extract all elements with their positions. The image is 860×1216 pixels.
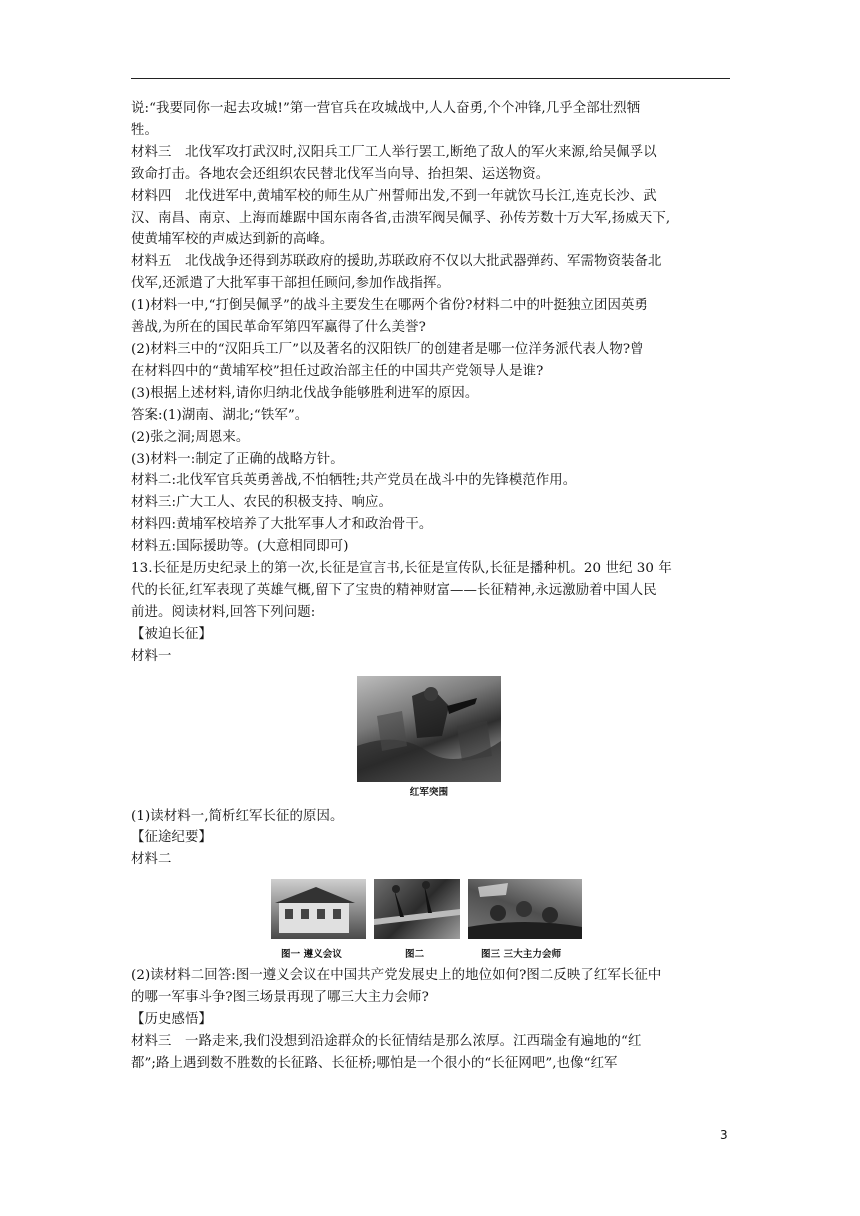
figure-caption: 图一 遵义会议 bbox=[281, 949, 343, 961]
header-rule bbox=[131, 78, 730, 79]
question-line: (3)根据上述材料,请你归纳北伐战争能够胜利进军的原因。 bbox=[131, 385, 479, 401]
question-line: (2)材料三中的“汉阳兵工厂”以及著名的汉阳铁厂的创建者是哪一位洋务派代表人物?曾 bbox=[131, 341, 644, 357]
figure-group-long-march bbox=[271, 879, 581, 961]
text-line: 代的长征,红军表现了英雄气概,留下了宝贵的精神财富——长征精神,永远激励着中国人民 bbox=[131, 582, 657, 598]
text-line: 前进。阅读材料,回答下列问题: bbox=[131, 604, 316, 620]
figure-caption: 图三 三大主力会师 bbox=[481, 949, 562, 961]
page-number: 3 bbox=[720, 1128, 728, 1142]
figure-caption: 红军突围 bbox=[409, 786, 449, 798]
material-label: 材料一 bbox=[131, 648, 172, 664]
text-line: 使黄埔军校的声威达到新的高峰。 bbox=[131, 232, 334, 248]
red-army-breakout-image bbox=[357, 676, 501, 782]
text-line: 材料四 北伐进军中,黄埔军校的师生从广州誓师出发,不到一年就饮马长江,连克长沙、武 bbox=[131, 188, 657, 204]
figure-red-army-breakout bbox=[357, 676, 501, 800]
zunyi-conference-image bbox=[271, 879, 366, 939]
text-line: 材料五 北伐战争还得到苏联政府的援助,苏联政府不仅以大批武器弹药、军需物资装备北 bbox=[131, 254, 662, 270]
question-line: 善战,为所在的国民革命军第四军赢得了什么美誉? bbox=[131, 320, 426, 336]
breakout-illustration bbox=[357, 676, 501, 782]
text-line: 13.长征是历史纪录上的第一次,长征是宣言书,长征是宣传队,长征是播种机。20 世纪 30 年 bbox=[131, 561, 672, 577]
answer-line: 材料五:国际援助等。(大意相同即可) bbox=[131, 539, 349, 555]
question-line: (1)读材料一,简析红军长征的原因。 bbox=[131, 808, 344, 824]
three-armies-meet-image bbox=[468, 879, 582, 939]
battle-scene-image bbox=[374, 879, 460, 939]
answer-line: (3)材料一:制定了正确的战略方针。 bbox=[131, 451, 344, 467]
question-line: 的哪一军事斗争?图三场景再现了哪三大主力会师? bbox=[131, 990, 429, 1006]
answer-line: 材料四:黄埔军校培养了大批军事人才和政治骨干。 bbox=[131, 517, 433, 533]
section-heading: 【历史感悟】 bbox=[131, 1012, 212, 1028]
section-heading: 【被迫长征】 bbox=[131, 626, 212, 642]
figure-caption: 图二 bbox=[405, 949, 425, 961]
material-label: 材料二 bbox=[131, 852, 172, 868]
answer-line: (2)张之洞;周恩来。 bbox=[131, 429, 250, 445]
text-line: 材料三 一路走来,我们没想到沿途群众的长征情结是那么浓厚。江西瑞金有遍地的“红 bbox=[131, 1034, 642, 1049]
question-line: (2)读材料二回答:图一遵义会议在中国共产党发展史上的地位如何?图二反映了红军长征中 bbox=[131, 968, 662, 984]
answer-line: 材料三:广大工人、农民的积极支持、响应。 bbox=[131, 495, 392, 511]
question-line: (1)材料一中,“打倒吴佩孚”的战斗主要发生在哪两个省份?材料二中的叶挺独立团因英勇 bbox=[131, 298, 648, 314]
answer-line: 材料二:北伐军官兵英勇善战,不怕牺牲;共产党员在战斗中的先锋模范作用。 bbox=[131, 473, 577, 489]
text-line: 说:“我要同你一起去攻城!”第一营官兵在攻城战中,人人奋勇,个个冲锋,几乎全部壮烈牺 bbox=[131, 101, 641, 116]
question-line: 在材料四中的“黄埔军校”担任过政治部主任的中国共产党领导人是谁? bbox=[131, 363, 544, 379]
answer-line: 答案:(1)湖南、湖北;“铁军”。 bbox=[131, 407, 309, 423]
text-line: 都”;路上遇到数不胜数的长征路、长征桥;哪怕是一个很小的“长征网吧”,也像“红军 bbox=[131, 1055, 618, 1071]
text-line: 材料三 北伐军攻打武汉时,汉阳兵工厂工人举行罢工,断绝了敌人的军火来源,给吴佩孚以 bbox=[131, 144, 657, 160]
text-line: 牲。 bbox=[131, 122, 158, 138]
section-heading: 【征途纪要】 bbox=[131, 830, 212, 846]
text-line: 汉、南昌、南京、上海而雄踞中国东南各省,击溃军阀吴佩孚、孙传芳数十万大军,扬威天下, bbox=[131, 210, 671, 226]
text-line: 致命打击。各地农会还组织农民替北伐军当向导、抬担架、运送物资。 bbox=[131, 166, 550, 182]
text-line: 伐军,还派遣了大批军事干部担任顾问,参加作战指挥。 bbox=[131, 276, 450, 292]
document-body bbox=[131, 98, 730, 1075]
